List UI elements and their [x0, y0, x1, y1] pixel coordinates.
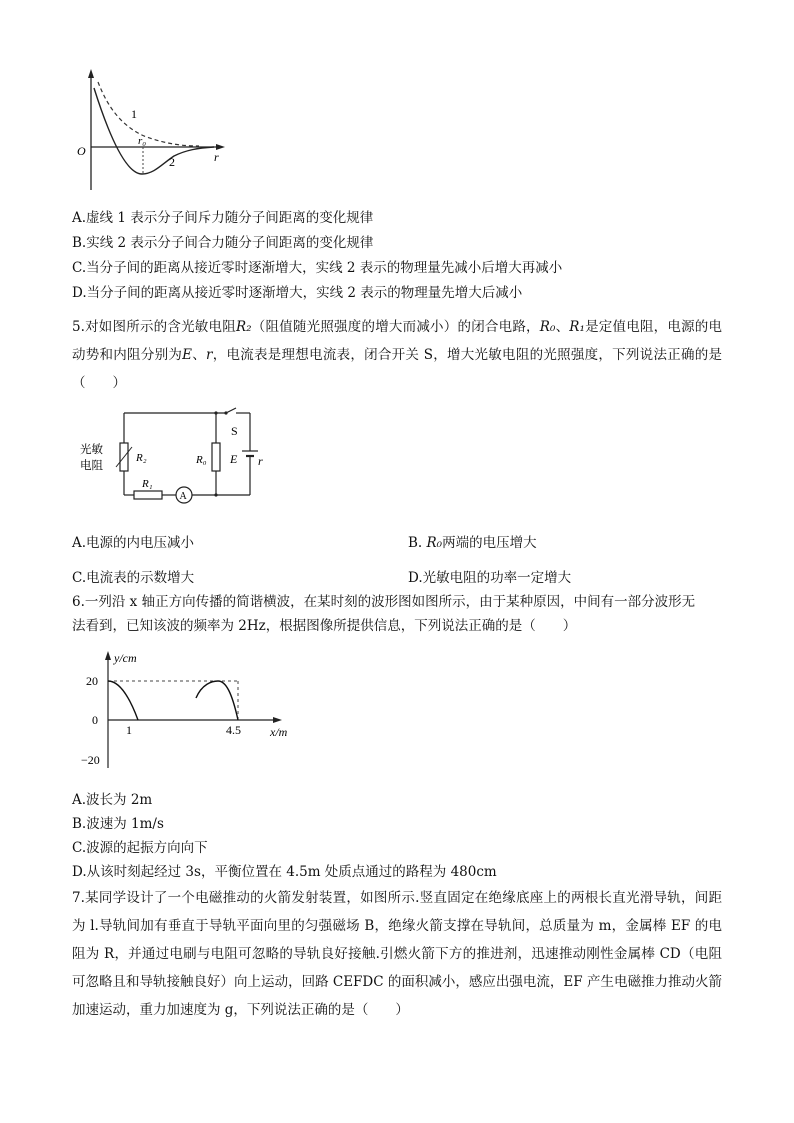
- q6-option-a: A.波长为 2m: [72, 792, 153, 808]
- wave-graph: [78, 648, 300, 772]
- svg-text:−20: −20: [81, 753, 100, 767]
- svg-text:4.5: 4.5: [226, 723, 241, 737]
- svg-text:0: 0: [92, 713, 98, 727]
- q5-option-d: D.光敏电阻的功率一定增大: [408, 570, 572, 586]
- svg-text:R₀: R₀: [196, 454, 207, 466]
- svg-text:1: 1: [126, 723, 132, 737]
- origin-label: O: [77, 144, 86, 158]
- svg-text:R₂: R₂: [136, 452, 147, 464]
- q5-option-b: B. R₀两端的电压增大: [408, 535, 537, 551]
- q7-stem: 7.某同学设计了一个电磁推动的火箭发射装置，如图所示.竖直固定在绝缘底座上的两根长直光滑导轨，间距为 l.导轨间加有垂直于导轨平面向里的匀强磁场 B，绝缘火箭支撑在导轨间，总质量为 m，金属棒 EF 的电阻为 R，并通过电刷与电阻可忽略的导轨良好接触.引燃火箭下方的推进剂，迅速推动刚性金属棒 CD（电阻可忽略且和导轨接触良好）向上运动，回路 CEFDC 的面积减小，感应出强电流，EF 产生电磁推力推动火箭加速运动，重力加速度为 g，下列说法正确的是（ ）: [72, 890, 722, 1018]
- q4-option-c: C.当分子间的距离从接近零时逐渐增大，实线 2 表示的物理量先减小后增大再减小: [72, 260, 563, 276]
- q4-option-a: A.虚线 1 表示分子间斥力随分子间距离的变化规律: [72, 210, 374, 226]
- svg-text:S: S: [231, 424, 238, 438]
- svg-text:光敏: 光敏: [80, 444, 103, 456]
- r0-label: r₀: [138, 135, 147, 147]
- q6-stem-line1: 6.一列沿 x 轴正方向传播的简谐横波，在某时刻的波形图如图所示，由于某种原因，中间有一部分波形无: [72, 594, 696, 610]
- curve2-label: 2: [169, 155, 175, 169]
- molecular-force-figure: [74, 66, 234, 194]
- svg-text:E: E: [230, 452, 238, 466]
- curve1-label: 1: [131, 107, 137, 121]
- svg-text:y/cm: y/cm: [114, 651, 137, 665]
- svg-text:R₁: R₁: [142, 478, 153, 490]
- q5-stem: 5.对如图所示的含光敏电阻R₂（阻值随光照强度的增大而减小）的闭合电路，R₀、R₁是定值电阻，电源的电动势和内阻分别为E、r，电流表是理想电流表，闭合开关 S，增大光敏电阻的光照强度，下列说法正确的是（ ）: [72, 319, 723, 391]
- q5-option-a: A.电源的内电压减小: [72, 535, 195, 551]
- svg-text:x/m: x/m: [270, 725, 288, 739]
- circuit-diagram: [76, 405, 276, 507]
- svg-text:电阻: 电阻: [80, 460, 103, 472]
- svg-text:20: 20: [86, 674, 98, 688]
- svg-text:r: r: [258, 454, 263, 468]
- q4-option-b: B.实线 2 表示分子间合力随分子间距离的变化规律: [72, 235, 374, 251]
- svg-text:A: A: [179, 491, 187, 502]
- q6-option-b: B.波速为 1m/s: [72, 816, 164, 832]
- q6-stem-line2: 法看到，已知该波的频率为 2Hz，根据图像所提供信息，下列说法正确的是（ ）: [72, 618, 577, 634]
- q6-option-c: C.波源的起振方向向下: [72, 840, 208, 856]
- q6-option-d: D.从该时刻起经过 3s，平衡位置在 4.5m 处质点通过的路程为 480cm: [72, 864, 497, 880]
- q4-option-d: D.当分子间的距离从接近零时逐渐增大，实线 2 表示的物理量先增大后减小: [72, 285, 523, 301]
- q5-option-c: C.电流表的示数增大: [72, 570, 195, 586]
- r-axis-label: r: [214, 150, 219, 164]
